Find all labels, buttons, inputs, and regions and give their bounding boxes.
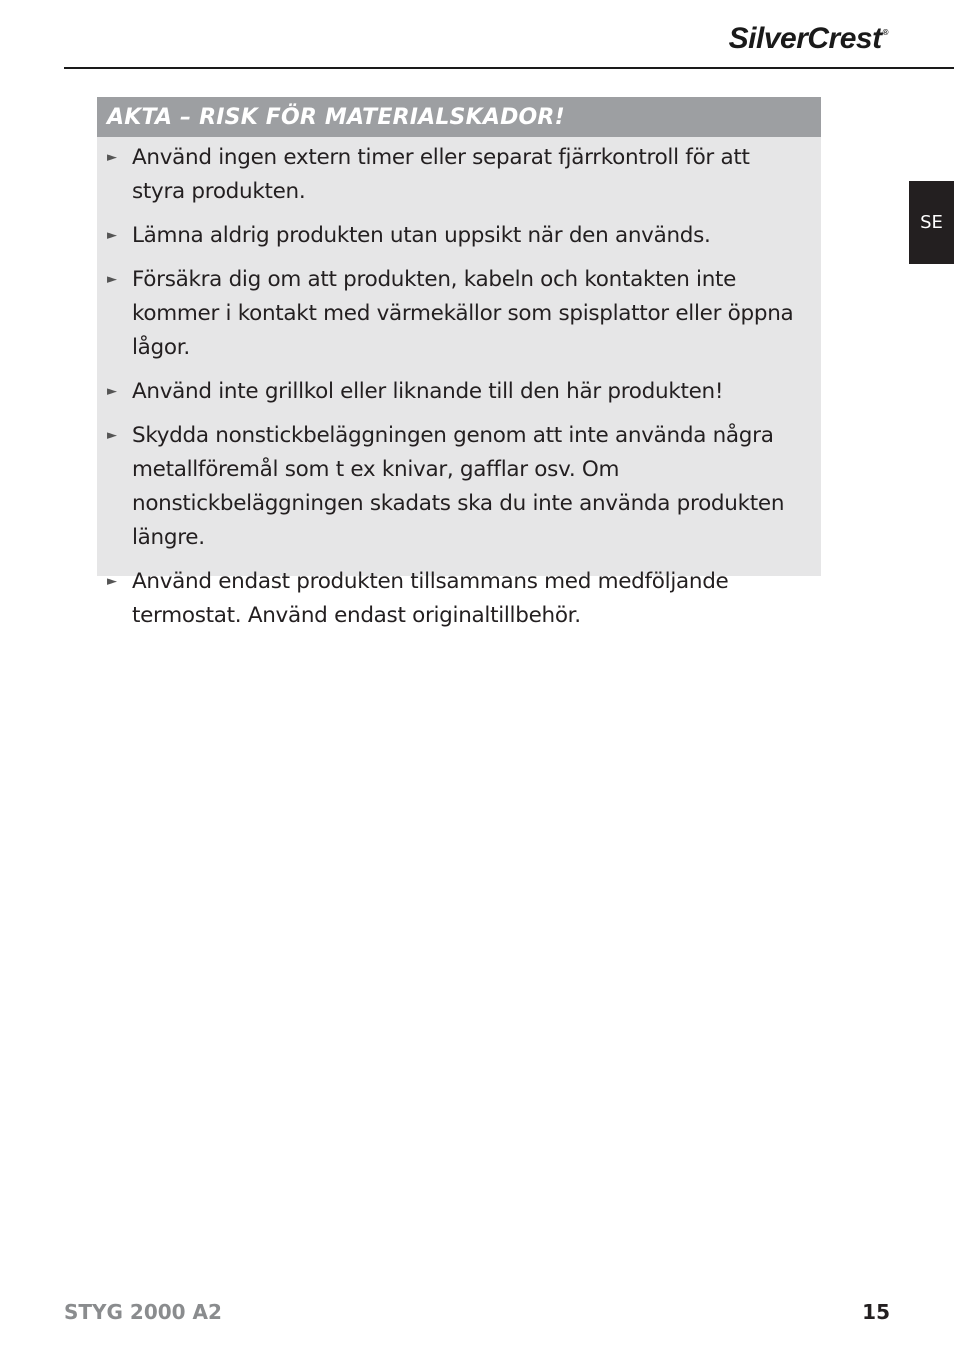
- list-item: [97, 263, 821, 365]
- triangle-right-icon: ►: [107, 272, 117, 287]
- list-item-text: Försäkra dig om att produkten, kabeln och kontakten inte kommer i kontakt med värmekällor som spisplattor eller öppna lågor.: [132, 267, 794, 360]
- language-label: SE: [920, 212, 943, 233]
- warning-box: [97, 97, 821, 628]
- list-item: [97, 565, 821, 633]
- list-item: [97, 375, 821, 409]
- list-item: [97, 141, 821, 209]
- warning-title: AKTA – RISK FÖR MATERIALSKADOR!: [97, 97, 821, 137]
- list-item-text: Skydda nonstickbeläggningen genom att inte använda några metallföremål som t ex knivar, gafflar osv. Om nonstickbeläggningen skadats ska du inte använda produkten längre.: [132, 423, 785, 550]
- list-item: [97, 419, 821, 555]
- triangle-right-icon: ►: [107, 384, 117, 399]
- list-item-text: Lämna aldrig produkten utan uppsikt när den används.: [132, 223, 711, 248]
- header-divider: [64, 67, 954, 69]
- brand-logo: [729, 22, 888, 56]
- language-tab: [909, 181, 954, 264]
- page-number: 15: [862, 1300, 890, 1324]
- footer-model: STYG 2000 A2: [64, 1300, 222, 1324]
- list-item-text: Använd ingen extern timer eller separat fjärrkontroll för att styra produkten.: [132, 145, 750, 204]
- triangle-right-icon: ►: [107, 574, 117, 589]
- list-item-text: Använd endast produkten tillsammans med medföljande termostat. Använd endast originaltillbehör.: [132, 569, 729, 628]
- warning-list: [97, 137, 821, 633]
- brand-name: SilverCrest: [728, 22, 882, 55]
- triangle-right-icon: ►: [107, 228, 117, 243]
- triangle-right-icon: ►: [107, 150, 117, 165]
- registered-mark: ®: [882, 28, 888, 37]
- triangle-right-icon: ►: [107, 428, 117, 443]
- list-item-text: Använd inte grillkol eller liknande till den här produkten!: [132, 379, 724, 404]
- list-item: [97, 219, 821, 253]
